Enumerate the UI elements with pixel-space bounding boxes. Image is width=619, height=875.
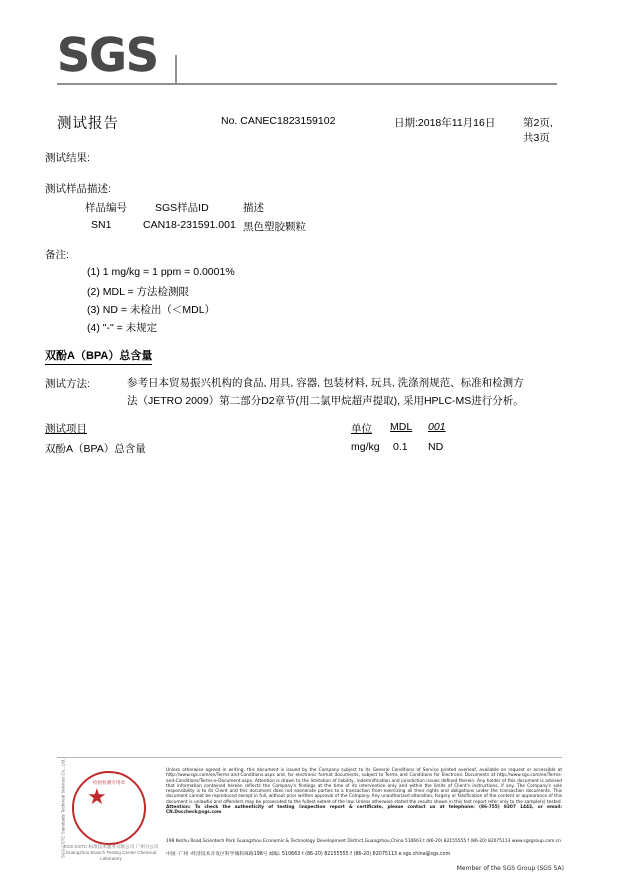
stamp-arc-text: 检验检测专用章 [92,781,126,786]
stamp-caption [56,844,166,862]
remark-item: (4) "-" = 未规定 [87,322,158,334]
header-rule [57,83,557,85]
result-row-mdl: 0.1 [393,441,408,453]
test-method-line: 法（JETRO 2009）第二部分D2章节(用二氯甲烷超声提取), 采用HPLC-MS进行分析。 [127,395,524,407]
document-number: No. CANEC1823159102 [221,115,336,127]
member-notice: Member of the SGS Group (SGS SA) [456,865,564,872]
footer-divider [57,757,562,758]
document-date: 日期:2018年11月16日 [394,117,496,129]
remark-item: (2) MDL = 方法检测限 [87,286,189,298]
address-chinese: 中国 ·广州 ·经济技术开发区科学城科珠路198号 邮编: 510663 t (86-20) 82155555 f (86-20) 82075113 e sgs.china@sgs.com [166,852,451,857]
section-heading-bpa: 双酚A（BPA）总含量 [45,347,152,365]
remark-item: (1) 1 mg/kg = 1 ppm = 0.0001% [87,266,235,278]
legal-contact: Attention: To check the authenticity of testing /inspection report & certificate, please contact us at telephone: (86-755) 8307 1443, or email: CN.Doccheck@sgs.com [166,805,562,816]
sample-row-no: SN1 [91,219,112,231]
results-label: 测试结果: [45,152,90,164]
sample-table-header-id: SGS样品ID [155,202,209,214]
sample-table-header-desc: 描述 [243,202,264,214]
company-stamp [60,758,159,864]
remarks-label: 备注: [45,249,69,261]
legal-body: Unless otherwise agreed in writing, this document is issued by the Company subject to its General Conditions of Service printed overleaf, available on request or accessible at http://www.sgs.com/en/Terms-and-Conditions.aspx and, for electronic format documents, subject to Terms and Conditions for Electronic Documents at http://www.sgs.com/en/Terms-and-Conditions/Terms-e-Document.aspx. Attention is drawn to the limitation of liability, indemnification and jurisdiction issues defined therein. Any holder of this document is advised that information contained hereon reflects the Company's findings at the time of its intervention only and within the limits of Client's instructions, if any. The Company's sole responsibility is to its Client and this document does not exonerate parties to a transaction from exercising all their rights and obligations under the transaction documents. This document cannot be reproduced except in full, without prior written approval of the Company. Any unauthorized alteration, forgery or falsification of the content or appearance of this document is unlawful and offenders may be prosecuted to the fullest extent of the law. Unless otherwise stated the results shown in this test report refer only to the sample(s) tested. [166,768,562,805]
stamp-side-text: SGS-CSTC Standards Technical Services Co., Ltd. [60,758,66,859]
legal-disclaimer [166,768,562,816]
result-header-sample: 001 [428,421,446,433]
remark-item: (3) ND = 未检出（＜MDL） [87,304,216,316]
title-row [57,112,562,144]
sample-row-id: CAN18-231591.001 [143,219,236,231]
result-header-mdl: MDL [390,421,413,433]
page-indicator: 第2页,共3页 [523,117,553,144]
sample-table-header-no: 样品编号 [85,202,127,214]
sgs-logo-text: SGS [57,28,159,82]
result-header-item: 测试项目 [45,423,87,435]
logo-divider-tick [175,55,177,85]
result-row-value: ND [428,441,444,453]
test-method-label: 测试方法: [45,378,90,390]
sgs-logo [57,28,177,87]
result-row-item: 双酚A（BPA）总含量 [45,443,146,455]
address-english: 198 Kezhu Road,Scientech Park Guangzhou Economic & Technology Development District,Guangzhou,China 510663 t (86-20) 82155555 f (86-20) 82075113 www.sgsgroup.com.cn [166,839,562,844]
result-row-unit: mg/kg [351,441,380,453]
sample-description-label: 测试样品描述: [45,183,111,195]
result-header-unit: 单位 [351,423,372,435]
sample-row-desc: 黑色塑胶颗粒 [243,221,306,233]
stamp-caption-en: Guangzhou Branch Testing Center Chemical Laboratory [65,850,157,861]
test-method-line: 参考日本贸易振兴机构的食品, 用具, 容器, 包装材料, 玩具, 洗涤剂规范、标准和检测方 [127,377,524,389]
page-title: 测试报告 [57,116,119,132]
stamp-caption-cn: SGS-CSTC 标准技术服务有限公司 广州分公司 [63,844,159,849]
